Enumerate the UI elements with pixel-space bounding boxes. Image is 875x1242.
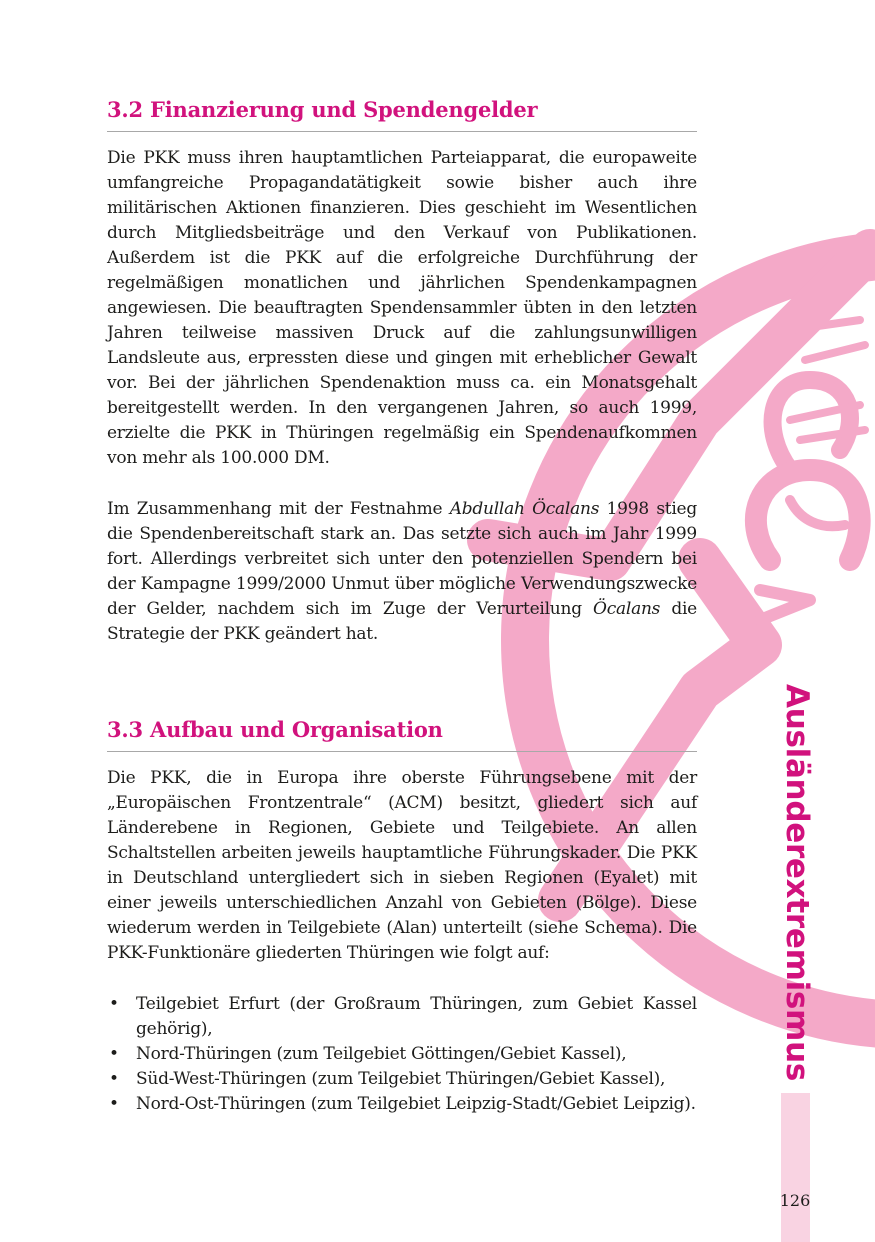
text-run: die Strategie der PKK geändert hat. [107,599,697,644]
page-tab-marker [781,1093,810,1242]
body-paragraph: Die PKK muss ihren hauptamtlichen Parteiapparat, die europaweite umfangreiche Propagandatätigkeit sowie bisher auch ihre militärischen Aktionen finanzieren. Dies geschieht im Wesentlichen durch Mitgliedsbeiträge und den Verkauf von Publikationen. Außerdem ist die PKK auf die erfolgreiche Durchführung der regelmäßigen monatlichen und jährlichen Spendenkampagnen angewiesen. Die beauftragten Spendensammler übten in den letzten Jahren teilweise massiven Druck auf die zahlungsunwilligen Landsleute aus, erpressten diese und gingen mit erheblicher Gewalt vor. Bei der jährlichen Spendenaktion muss ca. ein Monatsgehalt bereitgestellt werden. In den vergangenen Jahren, so auch 1999, erzielte die PKK in Thüringen regelmäßig ein Spendenaufkommen von mehr als 100.000 DM. [107,148,697,468]
chapter-title-text: Ausländerextremismus [779,684,815,1081]
page-number: 126 [779,1191,811,1210]
person-name: Abdullah Öcalans [449,499,600,519]
list-item: • Süd-West-Thüringen (zum Teilgebiet Thüringen/Gebiet Kassel), [107,1067,697,1092]
bullet-list [107,992,697,1117]
section-organisation [107,715,697,1117]
person-name: Öcalans [593,599,661,619]
section-heading: 3.3 Aufbau und Organisation [107,715,697,752]
body-paragraph: Die PKK, die in Europa ihre oberste Führungsebene mit der „Europäischen Frontzentrale“ (ACM) besitzt, gliedert sich auf Länderebene in Regionen, Gebiete und Teilgebiete. An allen Schaltstellen arbeiten jeweils hauptamtliche Führungskader. Die PKK in Deutschland untergliedert sich in sieben Regionen (Eyalet) mit einer jeweils unterschiedlichen Anzahl von Gebieten (Bölge). Diese wiederum werden in Teilgebiete (Alan) unterteilt (siehe Schema). Die PKK-Funktionäre gliederten Thüringen wie folgt auf: [107,768,697,963]
section-heading: 3.2 Finanzierung und Spendengelder [107,95,697,132]
list-item: • Teilgebiet Erfurt (der Großraum Thüringen, zum Gebiet Kassel gehörig), [107,992,697,1042]
page-content [107,95,697,1117]
body-paragraph [107,497,697,647]
text-run: Im Zusammenhang mit der Festnahme [107,499,450,519]
chapter-side-title [775,684,819,1081]
list-item: • Nord-Thüringen (zum Teilgebiet Göttingen/Gebiet Kassel), [107,1042,697,1067]
section-financing [107,95,697,647]
text-run: 1998 stieg die Spendenbereitschaft stark an. Das setzte sich auch im Jahr 1999 fort. Allerdings verbreitet sich unter den potenziellen Spendern bei der Kampagne 1999/2000 Unmut über mögliche Verwendungszwecke der Gelder, nachdem sich im Zuge der Verurteilung [107,499,698,619]
list-item: • Nord-Ost-Thüringen (zum Teilgebiet Leipzig-Stadt/Gebiet Leipzig). [107,1092,697,1117]
